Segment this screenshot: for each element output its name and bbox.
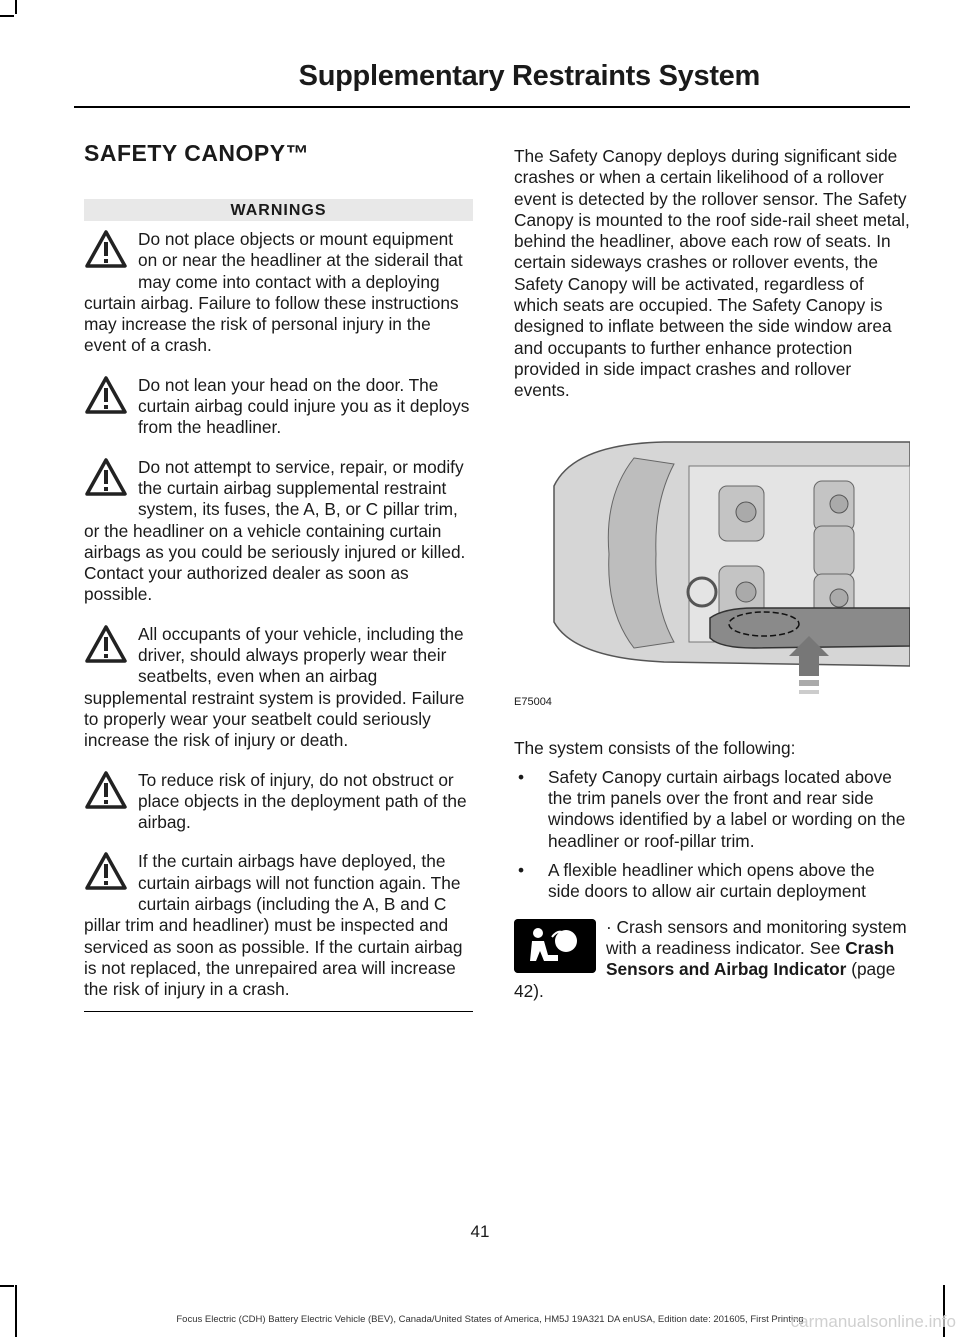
crop-mark [0,1285,14,1287]
safety-canopy-figure [514,426,910,708]
bullet-mark: • [518,766,525,787]
component-list [514,767,910,903]
crash-sensors-link[interactable]: Crash Sensors and Airbag Indicator [606,937,895,980]
crash-sensors-block [514,917,910,1002]
left-column [84,140,473,1012]
warning-item [84,770,473,834]
right-column [514,146,910,1002]
figure-code: E75004 [514,695,552,708]
warning-item [84,375,473,439]
intro-paragraph: The Safety Canopy deploys during significant side crashes or when a certain likelihood of a rollover event is detected by the rollover sensor. The Safety Canopy is mounted to the roof side-rail sheet metal, behind the headliner, above each row of seats. In certain sideways crashes or rollover events, the Safety Canopy will be activated, regardless of which seats are occupied. The Safety Canopy is designed to inflate between the side window area and occupants to further enhance protection provided in side impact crashes and rollover events. [514,146,910,401]
warning-triangle-icon [84,375,128,415]
warning-item [84,229,473,357]
crash-sensors-tail: (page 42). [514,959,896,1001]
page-number: 41 [470,1222,490,1241]
list-item-text: A flexible headliner which opens above the side doors to allow air curtain deployment [548,860,875,902]
list-lead: The system consists of the following: [514,737,796,758]
warning-item [84,624,473,752]
vehicle-illustration [514,426,910,708]
warning-triangle-icon [84,624,128,664]
crop-mark [15,0,17,14]
warning-text: If the curtain airbags have deployed, the curtain airbags will not function again. The curtain airbags (including the A, B and C pillar trim and headliner) must be inspected and serviced as soon as possible. If the curtain airbag is not replaced, the unrepaired area will increase the risk of injury in a crash. [84,851,463,1000]
section-title: SAFETY CANOPY™ [84,140,310,166]
watermark: carmanualsonline.info [790,1312,956,1331]
header-rule [74,106,910,108]
warning-triangle-icon [84,770,128,810]
warning-text: Do not attempt to service, repair, or modify the curtain airbag supplemental restraint system, its fuses, the A, B, or C pillar trim, or the headliner on a vehicle containing curtain airbags as you could be seriously injured or killed. Contact your authorized dealer as soon as possible. [84,456,466,605]
warning-text: To reduce risk of injury, do not obstruct or place objects in the deployment path of the airbag. [138,769,467,833]
footer-text: Focus Electric (CDH) Battery Electric Vehicle (BEV), Canada/United States of America, HM5J 19A321 DA enUSA, Edition date: 201605, First Printing [176,1314,804,1325]
crop-mark [0,15,14,17]
warning-item [84,457,473,606]
warning-text: Do not lean your head on the door. The curtain airbag could injure you as it deploys from the headliner. [138,374,470,438]
warnings-end-rule [84,1011,473,1012]
list-item-text: Safety Canopy curtain airbags located above the trim panels over the front and rear side windows identified by a label or wording on the headliner or roof-pillar trim. [548,766,906,851]
warning-text: All occupants of your vehicle, including the driver, should always properly wear their seatbelts, even when an airbag supplemental restraint system is provided. Failure to properly wear your seatbelt could seriously increase the risk of injury or death. [84,623,465,751]
warning-triangle-icon [84,229,128,269]
warning-triangle-icon [84,457,128,497]
bullet-mark: • [518,860,525,881]
list-item [514,860,910,903]
list-item [514,767,910,852]
warning-item [84,851,473,1000]
airbag-indicator-icon [514,919,596,973]
crop-mark [15,1285,17,1337]
page-header-title: Supplementary Restraints System [298,60,760,92]
warning-text: Do not place objects or mount equipment on or near the headliner at the siderail that may come into contact with a deploying curtain airbag. Failure to follow these instructions may increase the risk of personal injury in the event of a crash. [84,229,463,356]
crash-sensors-text: · Crash sensors and monitoring system with a readiness indicator. See [606,916,907,958]
warning-triangle-icon [84,851,128,891]
warnings-heading: WARNINGS [84,199,473,221]
